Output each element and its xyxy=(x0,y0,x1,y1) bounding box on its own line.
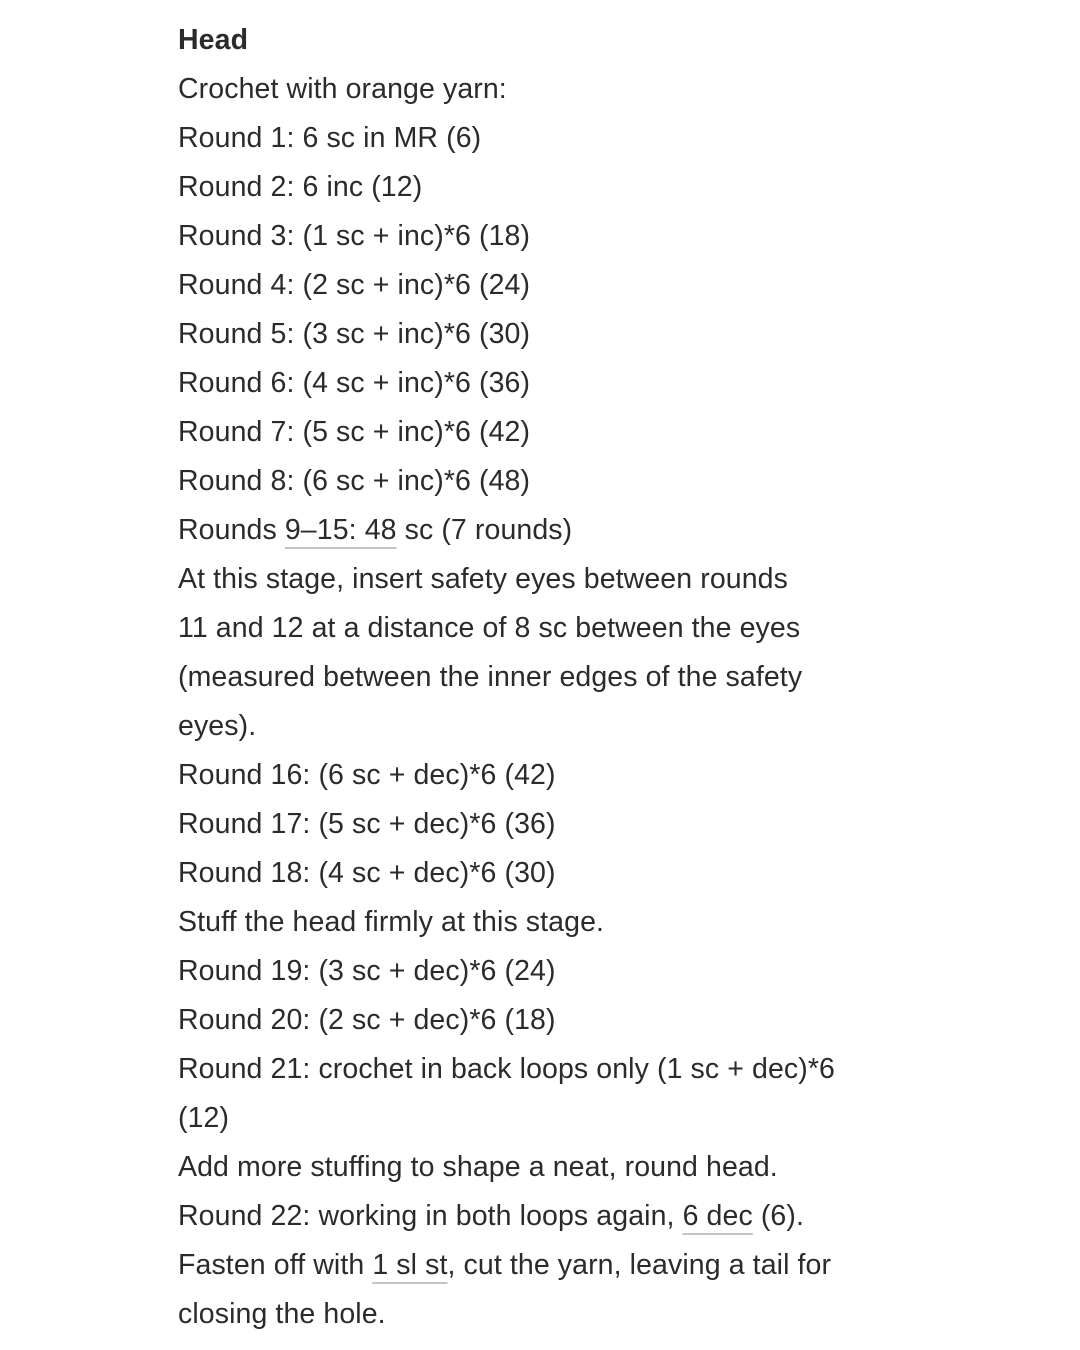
round-7: Round 7: (5 sc + inc)*6 (42) xyxy=(178,416,531,448)
round-22-prefix: Round 22: working in both loops again, xyxy=(178,1200,683,1232)
round-1: Round 1: 6 sc in MR (6) xyxy=(178,122,482,154)
section-title: Head xyxy=(178,24,249,56)
rounds-9-15 xyxy=(178,506,938,555)
intro-line: Crochet with orange yarn: xyxy=(178,73,507,105)
round-20: Round 20: (2 sc + dec)*6 (18) xyxy=(178,1004,556,1036)
fasten-line-1 xyxy=(178,1241,938,1290)
round-6: Round 6: (4 sc + inc)*6 (36) xyxy=(178,367,531,399)
round-8: Round 8: (6 sc + inc)*6 (48) xyxy=(178,465,531,497)
round-21-line-1: Round 21: crochet in back loops only (1 sc + dec)*6 xyxy=(178,1053,836,1085)
round-21-line-2: (12) xyxy=(178,1102,230,1134)
rounds-9-15-link[interactable]: 9–15: 48 xyxy=(284,514,397,546)
rounds-9-15-suffix: sc (7 rounds) xyxy=(396,514,573,546)
eyes-note-line-3: (measured between the inner edges of the safety xyxy=(178,661,803,693)
round-2: Round 2: 6 inc (12) xyxy=(178,171,423,203)
round-3: Round 3: (1 sc + inc)*6 (18) xyxy=(178,220,531,252)
eyes-note-line-4: eyes). xyxy=(178,710,257,742)
round-5: Round 5: (3 sc + inc)*6 (30) xyxy=(178,318,531,350)
fasten-suffix: , cut the yarn, leaving a tail for xyxy=(447,1249,832,1281)
fasten-link[interactable]: 1 sl st xyxy=(372,1249,448,1281)
fasten-prefix: Fasten off with xyxy=(178,1249,373,1281)
fasten-line-2: closing the hole. xyxy=(178,1298,386,1330)
round-22-suffix: (6). xyxy=(752,1200,804,1232)
pattern-text xyxy=(178,16,938,1339)
round-18: Round 18: (4 sc + dec)*6 (30) xyxy=(178,857,556,889)
round-4: Round 4: (2 sc + inc)*6 (24) xyxy=(178,269,531,301)
round-16: Round 16: (6 sc + dec)*6 (42) xyxy=(178,759,556,791)
more-stuffing-note: Add more stuffing to shape a neat, round head. xyxy=(178,1151,778,1183)
eyes-note-line-2: 11 and 12 at a distance of 8 sc between the eyes xyxy=(178,612,801,644)
rounds-9-15-prefix: Rounds xyxy=(178,514,285,546)
eyes-note-line-1: At this stage, insert safety eyes between rounds xyxy=(178,563,788,595)
round-22-link[interactable]: 6 dec xyxy=(682,1200,753,1232)
stuff-note: Stuff the head firmly at this stage. xyxy=(178,906,605,938)
round-19: Round 19: (3 sc + dec)*6 (24) xyxy=(178,955,556,987)
round-22 xyxy=(178,1192,938,1241)
round-17: Round 17: (5 sc + dec)*6 (36) xyxy=(178,808,556,840)
